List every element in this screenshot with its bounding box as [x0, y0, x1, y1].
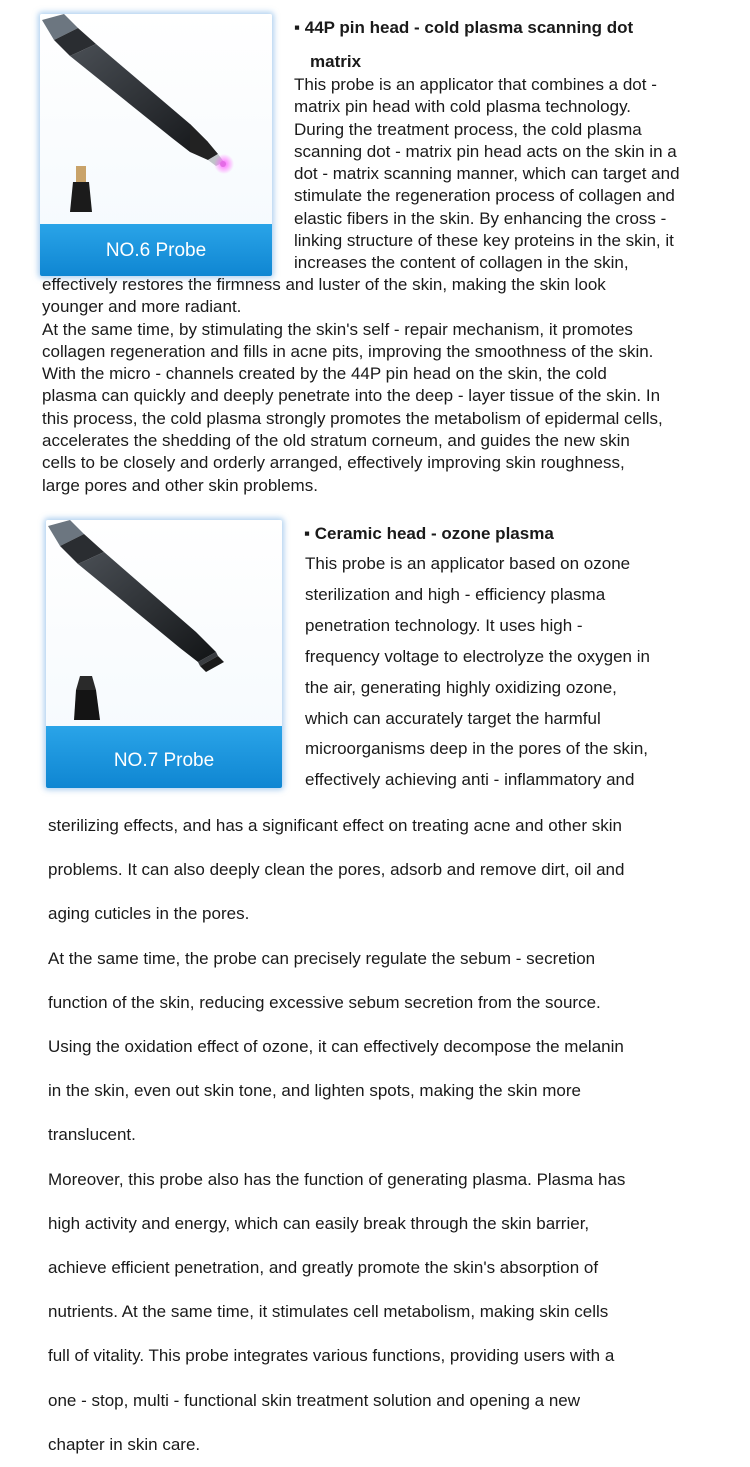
- text-line: Using the oxidation effect of ozone, it can effectively decompose the melanin: [48, 1037, 624, 1057]
- text-line: problems. It can also deeply clean the pores, adsorb and remove dirt, oil and: [48, 860, 625, 880]
- text-line: With the micro - channels created by the 44P pin head on the skin, the cold: [42, 364, 607, 384]
- text-line: scanning dot - matrix pin head acts on the skin in a: [294, 141, 677, 161]
- text-line: During the treatment process, the cold plasma: [294, 119, 642, 139]
- text-line: collagen regeneration and fills in acne pits, improving the smoothness of the skin.: [42, 341, 654, 361]
- probe-7-label: NO.7 Probe: [46, 726, 282, 788]
- probe-6-card: [40, 14, 272, 276]
- text-line: accelerates the shedding of the old stratum corneum, and guides the new skin: [42, 431, 630, 451]
- section-1-intro-text: [294, 74, 714, 275]
- text-line: matrix pin head with cold plasma technology.: [294, 97, 632, 117]
- text-line: high activity and energy, which can easily break through the skin barrier,: [48, 1213, 590, 1233]
- text-line: chapter in skin care.: [48, 1434, 201, 1454]
- section-1-heading-continued: matrix: [310, 52, 362, 71]
- text-line: nutrients. At the same time, it stimulates cell metabolism, making skin cells: [48, 1302, 609, 1322]
- text-line: achieve efficient penetration, and greatly promote the skin's absorption of: [48, 1258, 599, 1278]
- text-line: stimulate the regeneration process of collagen and: [294, 186, 675, 206]
- text-line: function of the skin, reducing excessive sebum secretion from the source.: [48, 992, 601, 1012]
- text-line: dot - matrix scanning manner, which can target and: [294, 164, 680, 184]
- text-line: penetration technology. It uses high -: [305, 615, 583, 635]
- text-line: frequency voltage to electrolyze the oxygen in: [305, 646, 650, 666]
- probe-6-pen-image: [40, 14, 272, 224]
- text-line: translucent.: [48, 1125, 136, 1145]
- text-line: plasma can quickly and deeply penetrate into the deep - layer tissue of the skin. In: [42, 386, 661, 406]
- probe-7-pen-image: [46, 520, 282, 726]
- section-2-intro-text: [305, 549, 725, 796]
- section-2-body-text: [48, 804, 728, 1467]
- text-line: which can accurately target the harmful: [305, 708, 601, 728]
- text-line: cells to be closely and orderly arranged, effectively improving skin roughness,: [42, 453, 625, 473]
- text-line: sterilizing effects, and has a significant effect on treating acne and other skin: [48, 816, 622, 835]
- text-line: full of vitality. This probe integrates various functions, providing users with a: [48, 1346, 615, 1366]
- text-line: elastic fibers in the skin. By enhancing the cross -: [294, 208, 667, 228]
- text-line: microorganisms deep in the pores of the skin,: [305, 739, 649, 759]
- text-line: younger and more radiant.: [42, 297, 242, 317]
- text-line: large pores and other skin problems.: [42, 475, 318, 495]
- text-line: At the same time, by stimulating the skin's self - repair mechanism, it promotes: [42, 319, 633, 339]
- text-line: At the same time, the probe can precisely regulate the sebum - secretion: [48, 948, 596, 968]
- text-line: aging cuticles in the pores.: [48, 904, 250, 924]
- text-line: effectively restores the firmness and luster of the skin, making the skin look: [42, 275, 606, 294]
- text-line: This probe is an applicator that combines a dot -: [294, 75, 657, 94]
- text-line: linking structure of these key proteins in the skin, it: [294, 231, 674, 251]
- text-line: This probe is an applicator based on ozone: [305, 554, 631, 573]
- section-2-heading: ▪ Ceramic head - ozone plasma: [304, 524, 554, 543]
- probe-7-card: [46, 520, 282, 788]
- text-line: the air, generating highly oxidizing ozone,: [305, 677, 617, 697]
- text-line: increases the content of collagen in the skin,: [294, 253, 629, 273]
- text-line: sterilization and high - efficiency plasma: [305, 584, 606, 604]
- probe-6-label: NO.6 Probe: [40, 224, 272, 276]
- section-1-body-text: [42, 274, 722, 497]
- text-line: effectively achieving anti - inflammatory and: [305, 770, 635, 790]
- text-line: in the skin, even out skin tone, and lighten spots, making the skin more: [48, 1081, 581, 1101]
- text-line: Moreover, this probe also has the function of generating plasma. Plasma has: [48, 1169, 626, 1189]
- text-line: this process, the cold plasma strongly promotes the metabolism of epidermal cells,: [42, 408, 663, 428]
- text-line: one - stop, multi - functional skin treatment solution and opening a new: [48, 1390, 581, 1410]
- section-1-heading: ▪ 44P pin head - cold plasma scanning dot: [294, 18, 634, 37]
